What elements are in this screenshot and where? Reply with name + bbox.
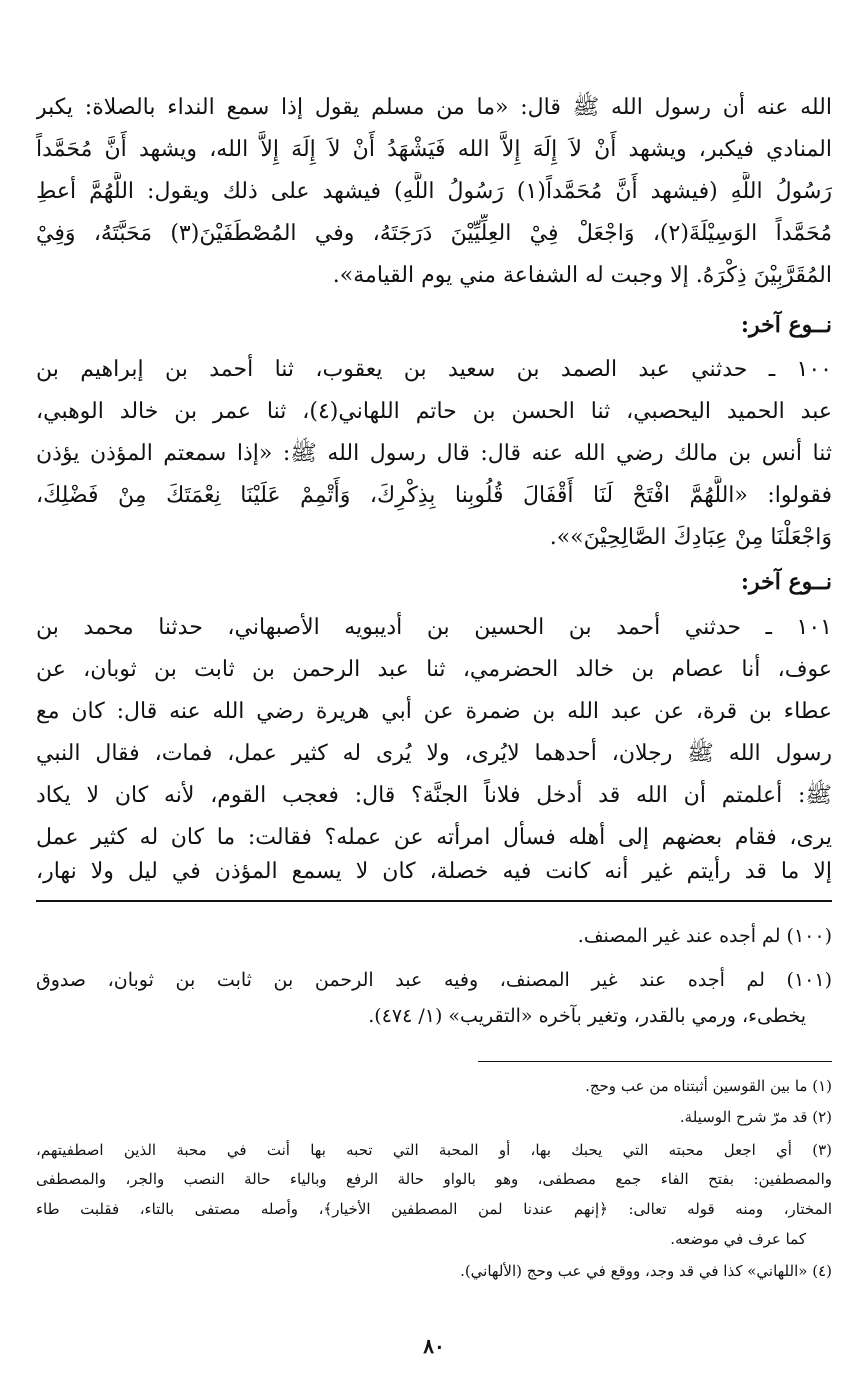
hadith-100-line: عبد الحميد اليحصبي، ثنا الحسن بن حاتم اللهاني(٤)، ثنا عمر بن خالد الوهبي،	[36, 399, 832, 424]
hadith-101-line: إلا ما قد رأيتم غير أنه كانت فيه خصلة، كان لا يسمع المؤذن في ليل ولا نهار،	[36, 859, 832, 884]
author-footnote: المختار، ومنه قوله تعالى: ﴿إنهم عندنا لمن المصطفين الأخيار﴾، وأصله مصتفى بالتاء، فقلبت طاء	[36, 1200, 832, 1218]
body-line: المنادي فيكبر، ويشهد أَنْ لاَ إِلَهَ إِلاَّ الله فَيَشْهَدُ أَنْ لاَ إِلَهَ إِلاَّ الله، ويشهد أَنَّ مُحَمَّداً	[36, 137, 832, 162]
author-footnote: (١) ما بين القوسين أثبتناه من عب وحج.	[585, 1077, 832, 1095]
author-footnote: (٤) «اللهاني» كذا في قد وجد، ووقع في عب وحج (الألهاني).	[460, 1262, 832, 1280]
section-heading: نــوع آخر:	[740, 569, 832, 595]
author-footnote: كما عرف في موضعه.	[670, 1230, 806, 1248]
body-line: الله عنه أن رسول الله ﷺ قال: «ما من مسلم يقول إذا سمع النداء بالصلاة: يكبر	[36, 95, 832, 120]
hadith-100-line: فقولوا: «اللَّهُمَّ افْتَحْ لَنَا أَقْفَالَ قُلُوبِنا بِذِكْرِكَ، وَأَتْمِمْ عَلَيْنَا نِعْمَتَكَ مِنْ فَضْلِكَ،	[36, 483, 832, 508]
editor-footnote: (١٠١) لم أجده عند غير المصنف، وفيه عبد الرحمن بن ثابت بن ثوبان، صدوق	[36, 969, 832, 991]
author-footnote: والمصطفين: بفتح الفاء جمع مصطفى، وهو بالواو حالة الرفع وبالياء حالة النصب والجر، والمصطفى	[36, 1170, 832, 1188]
author-footnote: (٣) أي اجعل محبته التي يحبك بها، أو المحبة التي تحبه بها أنت في محبة الذين اصطفيتهم،	[36, 1141, 832, 1159]
hadith-100-line: وَاجْعَلْنَا مِنْ عِبَادِكَ الصَّالِحِيْنَ»».	[549, 525, 832, 550]
hadith-100-line: ثنا أنس بن مالك رضي الله عنه قال: قال رسول الله ﷺ: «إذا سمعتم المؤذن يؤذن	[36, 441, 832, 466]
hadith-101-line: ﷺ: أعلمتم أن الله قد أدخل فلاناً الجنَّة؟ قال: فعجب القوم، لأنه كان لا يكاد	[36, 783, 832, 808]
body-line: المُقَرَّبِيْنَ ذِكْرَهُ. إلا وجبت له الشفاعة مني يوم القيامة».	[332, 263, 832, 288]
hadith-101-line: يرى، فقام بعضهم إلى أهله فسأل امرأته عن عمله؟ فقالت: ما كان له كثير عمل	[36, 825, 832, 850]
hadith-101-line: رسول الله ﷺ رجلان، أحدهما لايُرى، ولا يُرى له كثير عمل، فمات، فقال النبي	[36, 741, 832, 766]
hadith-101-line: عوف، أنا عصام بن خالد الحضرمي، ثنا عبد الرحمن بن ثابت بن ثوبان، عن	[36, 657, 832, 682]
author-footnote: (٢) قد مرّ شرح الوسيلة.	[679, 1108, 832, 1126]
hadith-101-line: ١٠١ ـ حدثني أحمد بن الحسين بن أديبويه الأصبهاني، حدثنا محمد بن	[36, 615, 832, 640]
body-line: مُحَمَّداً الوَسِيْلَةَ(٢)، وَاجْعَلْ فِيْ العِلِّيِّيْنَ دَرَجَتَهُ، وفي المُصْطَفَيْنَ(٣) مَحَبَّتَهُ، وَفِيْ	[36, 221, 832, 246]
editor-footnote: (١٠٠) لم أجده عند غير المصنف.	[577, 925, 832, 947]
body-line: رَسُولُ اللَّهِ (فيشهد أَنَّ مُحَمَّداً(١) رَسُولُ اللَّهِ) فيشهد على ذلك ويقول: اللَّهُمَّ أعطِ	[36, 179, 832, 204]
author-footnote-divider	[478, 1061, 832, 1062]
hadith-101-line: عطاء بن قرة، عن عبد الله بن ضمرة عن أبي هريرة رضي الله عنه قال: كان مع	[36, 699, 832, 724]
editor-footnote: يخطىء، ورمي بالقدر، وتغير بآخره «التقريب» (١/ ٤٧٤).	[368, 1005, 806, 1027]
section-heading: نــوع آخر:	[740, 312, 832, 338]
hadith-100-line: ١٠٠ ـ حدثني عبد الصمد بن سعيد بن يعقوب، ثنا أحمد بن إبراهيم بن	[36, 357, 832, 382]
page-number: ٨٠	[423, 1334, 445, 1358]
footnote-divider	[36, 900, 832, 902]
